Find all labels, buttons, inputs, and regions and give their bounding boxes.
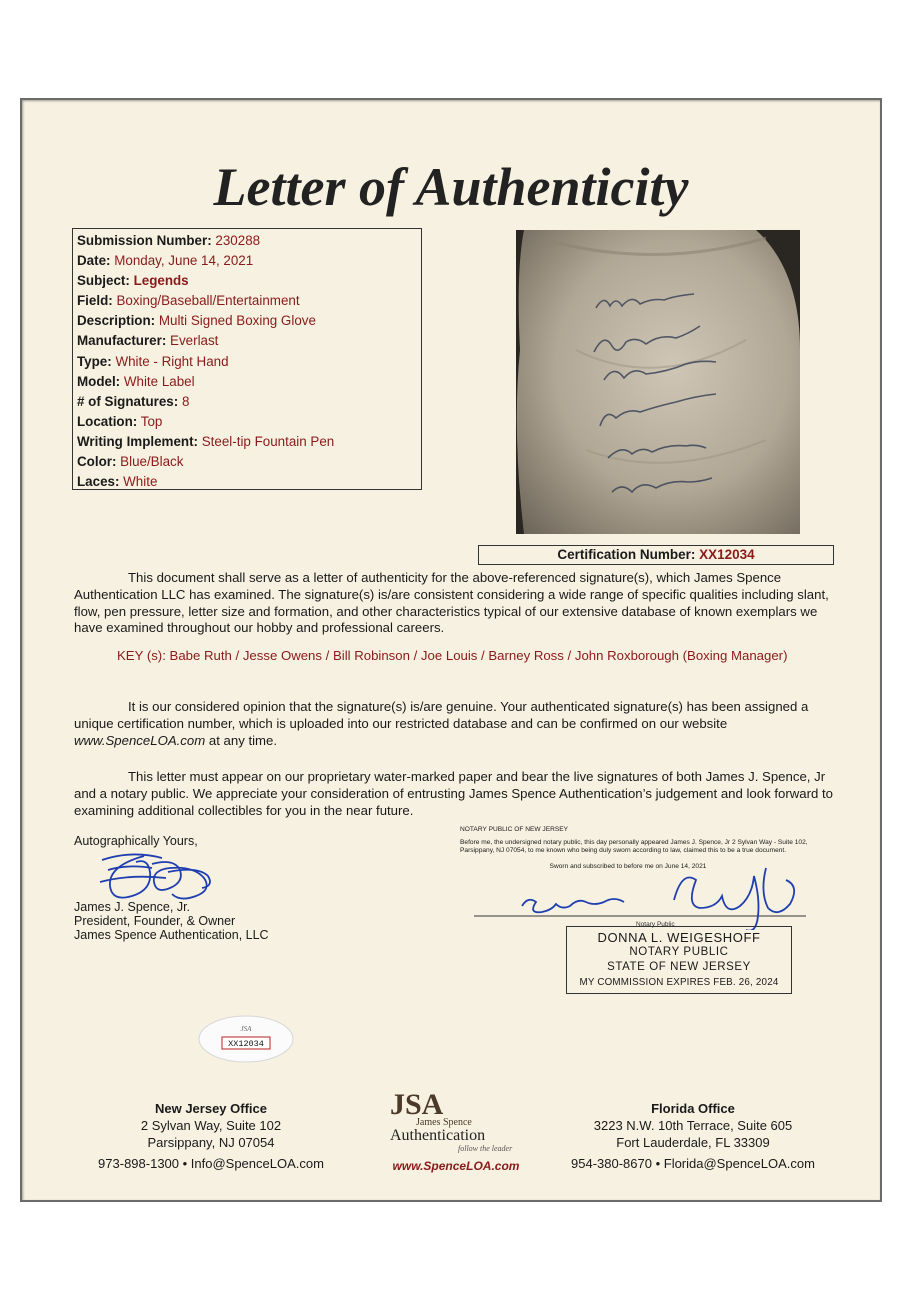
paragraph-opinion [74,699,834,749]
certification-label: Certification Number: [557,547,696,562]
key-signatures: KEY (s): Babe Ruth / Jesse Owens / Bill Robinson / Joe Louis / Barney Ross / John Roxborough (Boxing Manager) [117,648,788,663]
signer-company: James Spence Authentication, LLC [74,928,269,942]
detail-row [77,271,417,291]
detail-label: Field: [77,293,113,309]
notary-signature [474,864,824,930]
detail-row [77,372,417,392]
details-box [72,228,422,490]
stamp-line: NOTARY PUBLIC [629,946,729,958]
fl-contact: 954-380-8670 • Florida@SpenceLOA.com [571,1156,815,1171]
detail-value: Blue/Black [120,454,184,470]
logo-website: www.SpenceLOA.com [392,1159,520,1173]
certification-number: XX12034 [699,547,755,562]
glove-photo [516,230,800,534]
detail-label: Color: [77,454,117,470]
detail-value: Steel-tip Fountain Pen [201,433,335,449]
detail-value: White Label [123,373,195,389]
stamp-line: MY COMMISSION EXPIRES FEB. 26, 2024 [579,977,779,988]
nj-office [86,1100,336,1172]
notary-line-label: Notary Public [636,921,675,928]
detail-row [77,291,417,311]
detail-row [77,231,417,251]
paragraph-opinion-end: at any time. [205,732,278,748]
detail-value: Legends [133,273,189,289]
fl-heading: Florida Office [651,1101,735,1116]
detail-row [77,251,417,271]
detail-value: 230288 [215,233,261,248]
detail-value: Everlast [170,333,219,349]
detail-label: Description: [77,313,156,329]
signer-name: James J. Spence, Jr. [74,900,191,914]
detail-label: Model: [77,373,121,389]
detail-row [77,472,417,492]
detail-value: Monday, June 14, 2021 [114,253,254,269]
detail-row [77,432,417,452]
svg-text:JSA: JSA [240,1025,252,1033]
detail-label: Submission Number: [77,233,212,248]
logo-auth: Authentication [390,1127,486,1144]
notary-sworn: Sworn and subscribed to before me on June 14, 2021 [549,862,707,870]
logo-name: James Spence [416,1117,472,1128]
spence-signature [82,842,232,902]
detail-label: Writing Implement: [77,433,199,449]
detail-value: Boxing/Baseball/Entertainment [116,293,300,309]
paragraph-examined [74,570,834,637]
detail-value: 8 [181,393,190,409]
jsa-logo [370,1084,542,1174]
detail-row [77,412,417,432]
notary-text: Before me, the undersigned notary public, this day personally appeared James J. Spence, Jr 2 Sylvan Way - Suite 102, Parsippany, NJ 07054, to me known who being duly sworn according to law, claimed this to be a true document. [460,838,808,854]
nj-contact: 973-898-1300 • Info@SpenceLOA.com [98,1156,324,1171]
detail-row [77,311,417,331]
detail-label: Date: [77,253,111,269]
notary-stamp [566,926,792,994]
detail-label: Manufacturer: [77,333,167,349]
detail-row [77,392,417,412]
paragraph-watermark [74,769,834,819]
detail-row [77,331,417,351]
detail-label: Subject: [77,273,130,289]
logo-jsa: JSA [390,1088,444,1121]
detail-value: Multi Signed Boxing Glove [158,313,316,329]
signer-title: President, Founder, & Owner [74,914,236,928]
closing-text: Autographically Yours, [74,834,198,848]
hologram-sticker [198,1014,294,1064]
stamp-line: DONNA L. WEIGESHOFF [597,930,761,945]
nj-address2: Parsippany, NJ 07054 [147,1135,275,1150]
stamp-line: STATE OF NEW JERSEY [607,961,751,973]
detail-label: Type: [77,353,112,369]
paragraph-examined-text: This document shall serve as a letter of authenticity for the above-referenced signature(s), which James Spence Authentication LLC has examined. The signature(s) is/are consistent considering a wide range of specific qualities including slant, flow, pen pressure, letter size and formation, and other characteristics typical of our extensive database of known exemplars we have examined throughout our hobby and professional careers. [74,570,829,636]
detail-label: # of Signatures: [77,393,179,409]
letter-title: Letter of Authenticity [213,157,689,217]
detail-value: Top [140,413,163,429]
paragraph-opinion-text: It is our considered opinion that the signature(s) is/are genuine. Your authenticated signature(s) has been assigned a unique certification number, which is uploaded into our restricted database and can be confirmed on our website [74,699,809,731]
certification-box [478,545,834,565]
nj-address1: 2 Sylvan Way, Suite 102 [140,1118,282,1133]
nj-heading: New Jersey Office [154,1101,267,1116]
paragraph-watermark-text: This letter must appear on our proprietary water-marked paper and bear the live signatures of both James J. Spence, Jr and a notary public. We appreciate your consideration of entrusting James Spence Authentication’s judgement and look forward to examining additional collectibles for you in the near future. [74,769,833,818]
detail-row [77,352,417,372]
detail-label: Laces: [77,474,120,490]
letter-paper [20,98,882,1202]
fl-address1: 3223 N.W. 10th Terrace, Suite 605 [593,1118,793,1133]
detail-value: White - Right Hand [115,353,229,369]
fl-office [558,1100,828,1172]
detail-label: Location: [77,413,138,429]
website-text: www.SpenceLOA.com [74,732,206,748]
detail-row [77,452,417,472]
hologram-number: XX12034 [228,1039,264,1049]
detail-value: White [123,474,158,490]
signer-block [74,834,334,942]
fl-address2: Fort Lauderdale, FL 33309 [616,1135,770,1150]
logo-tagline: follow the leader [458,1144,513,1153]
notary-heading: NOTARY PUBLIC OF NEW JERSEY [460,826,569,833]
